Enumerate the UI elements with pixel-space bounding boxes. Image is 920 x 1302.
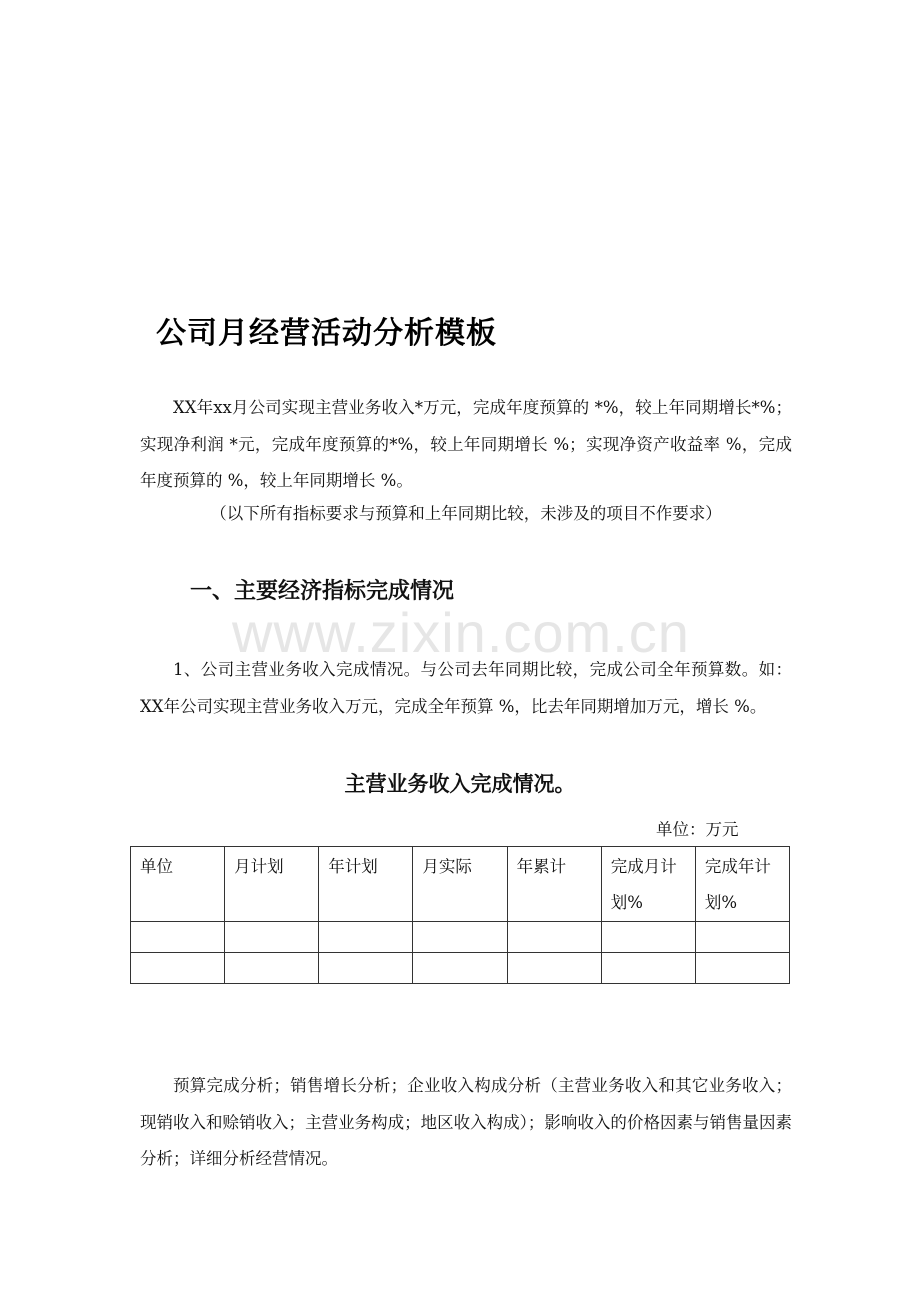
table-header-cell: 年累计 <box>507 847 601 922</box>
watermark: www.zixin.com.cn <box>232 601 690 664</box>
table-header-cell: 年计划 <box>319 847 413 922</box>
table-row <box>131 922 790 953</box>
table-header-cell: 单位 <box>131 847 225 922</box>
intro-paragraph: XX年xx月公司实现主营业务收入*万元，完成年度预算的 *%，较上年同期增长*%；实现净利润 *元，完成年度预算的*%，较上年同期增长 %；实现净资产收益率 %，完成年度预算的 %，较上年同期增长 %。 <box>140 398 792 490</box>
analysis-paragraph: 预算完成分析；销售增长分析；企业收入构成分析（主营业务收入和其它业务收入；现销收入和赊销收入；主营业务构成；地区收入构成）；影响收入的价格因素与销售量因素分析；详细分析经营情况。 <box>140 1076 792 1168</box>
note-paragraph: （以下所有指标要求与预算和上年同期比较，未涉及的项目不作要求） <box>210 504 722 523</box>
table-cell <box>695 922 789 953</box>
table-cell <box>601 922 695 953</box>
table-header-cell: 月实际 <box>413 847 507 922</box>
table-header-cell: 完成月计划% <box>601 847 695 922</box>
table-header-cell: 月计划 <box>225 847 319 922</box>
document-title: 公司月经营活动分析模板 <box>156 316 497 351</box>
table-title: 主营业务收入完成情况。 <box>344 772 576 796</box>
revenue-table <box>130 846 790 984</box>
table-cell <box>413 953 507 984</box>
table-cell <box>225 922 319 953</box>
table-cell <box>319 953 413 984</box>
table-cell <box>131 922 225 953</box>
item-paragraph: 1、公司主营业务收入完成情况。与公司去年同期比较，完成公司全年预算数。如：XX年公司实现主营业务收入万元，完成全年预算 %，比去年同期增加万元，增长 %。 <box>140 660 792 716</box>
unit-label: 单位：万元 <box>656 820 739 839</box>
section-heading: 一、主要经济指标完成情况 <box>190 579 455 604</box>
table-cell <box>319 922 413 953</box>
table-cell <box>695 953 789 984</box>
table-row <box>131 953 790 984</box>
table-cell <box>601 953 695 984</box>
table-cell <box>413 922 507 953</box>
table-cell <box>507 922 601 953</box>
table-cell <box>131 953 225 984</box>
table-header-row <box>131 847 790 922</box>
table-cell <box>225 953 319 984</box>
table-cell <box>507 953 601 984</box>
table-header-cell: 完成年计划% <box>695 847 789 922</box>
